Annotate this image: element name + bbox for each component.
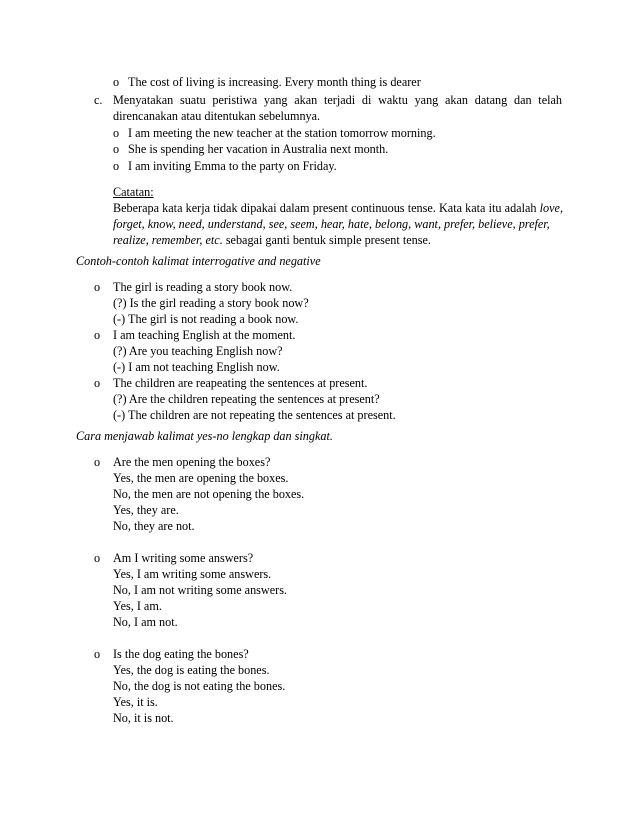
example-question: (?) Are the children repeating the sentences at present? xyxy=(113,392,380,406)
example-question: (?) Are you teaching English now? xyxy=(113,344,283,358)
example-statement: The girl is reading a story book now. xyxy=(113,280,293,294)
qa-answer: Yes, I am. xyxy=(113,599,162,613)
qa-answer: No, the men are not opening the boxes. xyxy=(113,487,305,501)
qa-question: Are the men opening the boxes? xyxy=(113,455,271,469)
qa-answer: Yes, the men are opening the boxes. xyxy=(113,471,289,485)
list-item: She is spending her vacation in Australia next month. xyxy=(128,142,389,156)
bullet-icon: o xyxy=(113,75,120,89)
example-statement: The children are reapeating the sentences at present. xyxy=(113,376,368,390)
section-heading: Cara menjawab kalimat yes-no lengkap dan singkat. xyxy=(76,429,333,443)
qa-answer: No, I am not writing some answers. xyxy=(113,583,287,597)
list-item: I am inviting Emma to the party on Friday. xyxy=(128,159,337,173)
qa-question: Is the dog eating the bones? xyxy=(113,647,249,661)
note-title: Catatan: xyxy=(113,185,154,199)
note-verbs: love, xyxy=(539,201,563,215)
note-verbs: forget, know, need, understand, see, seem, hear, hate, belong, want, prefer, believe, prefer, xyxy=(113,217,550,231)
qa-answer: No, the dog is not eating the bones. xyxy=(113,679,286,693)
qa-answer: No, they are not. xyxy=(113,519,195,533)
bullet-icon: o xyxy=(94,647,101,661)
bullet-icon: o xyxy=(94,455,101,469)
qa-answer: Yes, it is. xyxy=(113,695,158,709)
qa-answer: Yes, they are. xyxy=(113,503,179,517)
example-negative: (-) I am not teaching English now. xyxy=(113,360,280,374)
example-question: (?) Is the girl reading a story book now? xyxy=(113,296,309,310)
list-item: I am meeting the new teacher at the station tomorrow morning. xyxy=(128,126,436,140)
note-text: sebagai ganti bentuk simple present tense. xyxy=(222,233,431,247)
note-line-1 xyxy=(113,201,563,216)
note-line-3 xyxy=(113,233,431,248)
section-heading: Contoh-contoh kalimat interrogative and negative xyxy=(76,254,321,268)
item-marker: c. xyxy=(94,93,103,107)
bullet-icon: o xyxy=(94,280,101,294)
qa-answer: No, I am not. xyxy=(113,615,178,629)
bullet-icon: o xyxy=(113,142,120,156)
bullet-icon: o xyxy=(94,376,101,390)
item-c-text-cont: direncanakan atau ditentukan sebelumnya. xyxy=(113,109,321,123)
qa-answer: Yes, I am writing some answers. xyxy=(113,567,272,581)
example-negative: (-) The children are not repeating the sentences at present. xyxy=(113,408,396,422)
qa-answer: No, it is not. xyxy=(113,711,174,725)
example-statement: I am teaching English at the moment. xyxy=(113,328,296,342)
bullet-icon: o xyxy=(94,328,101,342)
item-c-text: Menyatakan suatu peristiwa yang akan terjadi di waktu yang akan datang dan telah xyxy=(113,93,562,107)
bullet-icon: o xyxy=(113,126,120,140)
bullet-icon: o xyxy=(94,551,101,565)
qa-answer: Yes, the dog is eating the bones. xyxy=(113,663,270,677)
note-verbs: realize, remember, etc. xyxy=(113,233,223,247)
list-item: The cost of living is increasing. Every month thing is dearer xyxy=(128,75,421,89)
qa-question: Am I writing some answers? xyxy=(113,551,254,565)
bullet-icon: o xyxy=(113,159,120,173)
note-text: Beberapa kata kerja tidak dipakai dalam present continuous tense. Kata kata itu adalah xyxy=(113,201,540,215)
example-negative: (-) The girl is not reading a book now. xyxy=(113,312,299,326)
